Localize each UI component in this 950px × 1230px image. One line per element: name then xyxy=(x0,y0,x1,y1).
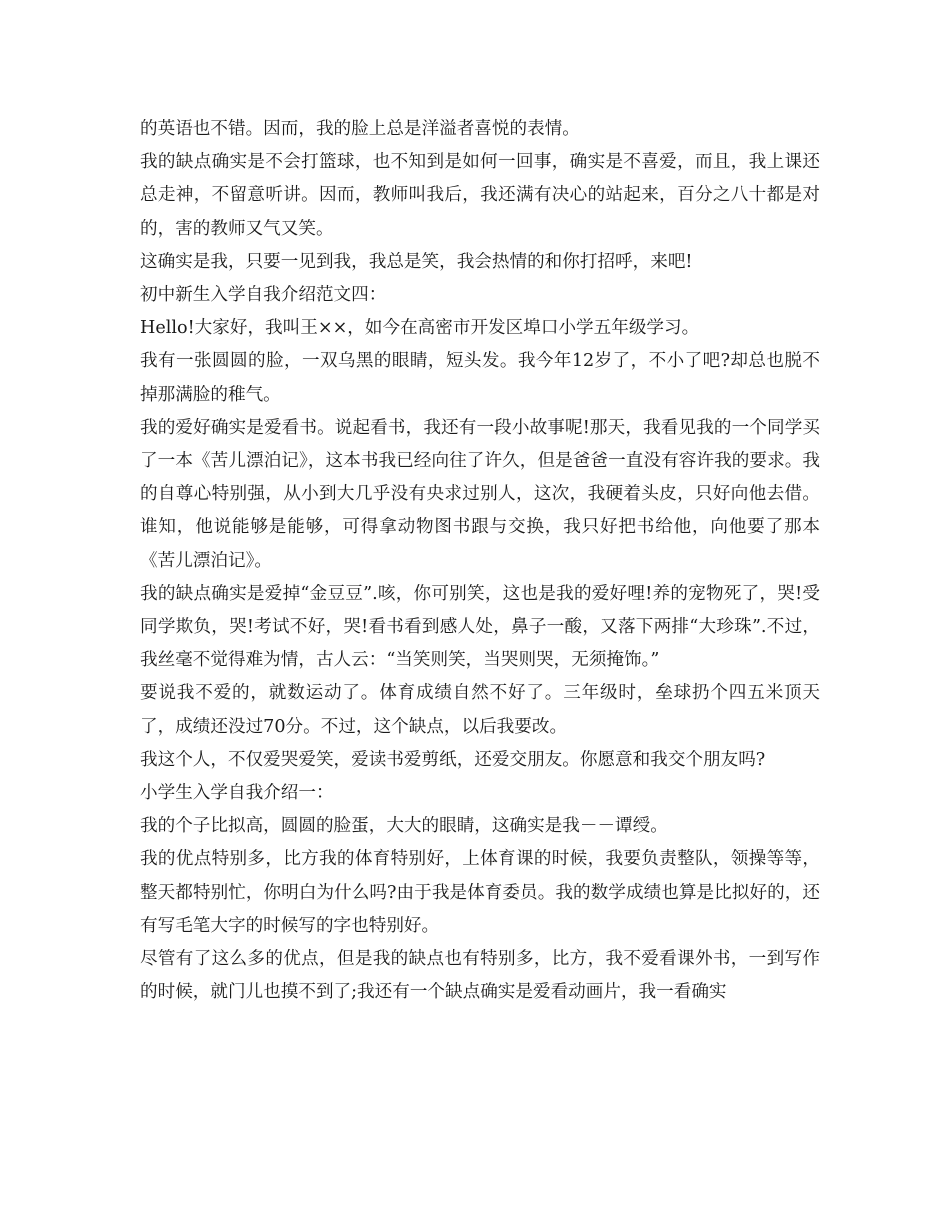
paragraph-12: 我的个子比拟高，圆圆的脸蛋，大大的眼睛，这确实是我－－谭绶。 xyxy=(140,816,668,837)
paragraph-10: 我这个人，不仅爱哭爱笑，爱读书爱剪纸，还爱交朋友。你愿意和我交个朋友吗? xyxy=(140,749,766,770)
paragraph-6: 我有一张圆圆的脸，一双乌黑的眼睛，短头发。我今年12岁了，不小了吧?却总也脱不掉那满脸的稚气。 xyxy=(140,351,820,405)
section-heading-middle-school-4: 初中新生入学自我介绍范文四： xyxy=(140,285,387,306)
section-heading-primary-school-1: 小学生入学自我介绍一： xyxy=(140,783,334,804)
paragraph-3: 这确实是我，只要一见到我，我总是笑，我会热情的和你打招呼，来吧! xyxy=(140,251,693,272)
paragraph-7: 我的爱好确实是爱看书。说起看书，我还有一段小故事呢!那天，我看见我的一个同学买了一本《苦儿漂泊记》，这本书我已经向往了许久，但是爸爸一直没有容许我的要求。我的自尊心特别强，从小到大几乎没有央求过别人，这次，我硬着头皮，只好向他去借。谁知，他说能够是能够，可得拿动物图书跟与交换，我只好把书给他，向他要了那本《苦儿漂泊记》。 xyxy=(140,417,820,571)
document-body xyxy=(140,113,820,1009)
paragraph-2: 我的缺点确实是不会打篮球，也不知到是如何一回事，确实是不喜爱，而且，我上课还总走神，不留意听讲。因而，教师叫我后，我还满有决心的站起来，百分之八十都是对的，害的教师又气又笑。 xyxy=(140,152,820,239)
paragraph-9: 要说我不爱的，就数运动了。体育成绩自然不好了。三年级时，垒球扔个四五米顶天了，成绩还没过70分。不过，这个缺点，以后我要改。 xyxy=(140,683,820,737)
paragraph-13: 我的优点特别多，比方我的体育特别好，上体育课的时候，我要负责整队，领操等等，整天都特别忙，你明白为什么吗?由于我是体育委员。我的数学成绩也算是比拟好的，还有写毛笔大字的时候写的字也特别好。 xyxy=(140,849,820,936)
paragraph-14: 尽管有了这么多的优点，但是我的缺点也有特别多，比方，我不爱看课外书，一到写作的时候，就门儿也摸不到了;我还有一个缺点确实是爱看动画片，我一看确实 xyxy=(140,949,820,1003)
paragraph-5: Hello!大家好，我叫王××，如今在高密市开发区埠口小学五年级学习。 xyxy=(140,318,700,339)
paragraph-1: 的英语也不错。因而，我的脸上总是洋溢者喜悦的表情。 xyxy=(140,119,580,139)
paragraph-8: 我的缺点确实是爱掉“金豆豆”.咳，你可别笑，这也是我的爱好哩!养的宠物死了，哭!受同学欺负，哭!考试不好，哭!看书看到感人处，鼻子一酸，又落下两排“大珍珠”.不过，我丝毫不觉得难为情，古人云：“当笑则笑，当哭则哭，无须掩饰。” xyxy=(140,583,820,671)
